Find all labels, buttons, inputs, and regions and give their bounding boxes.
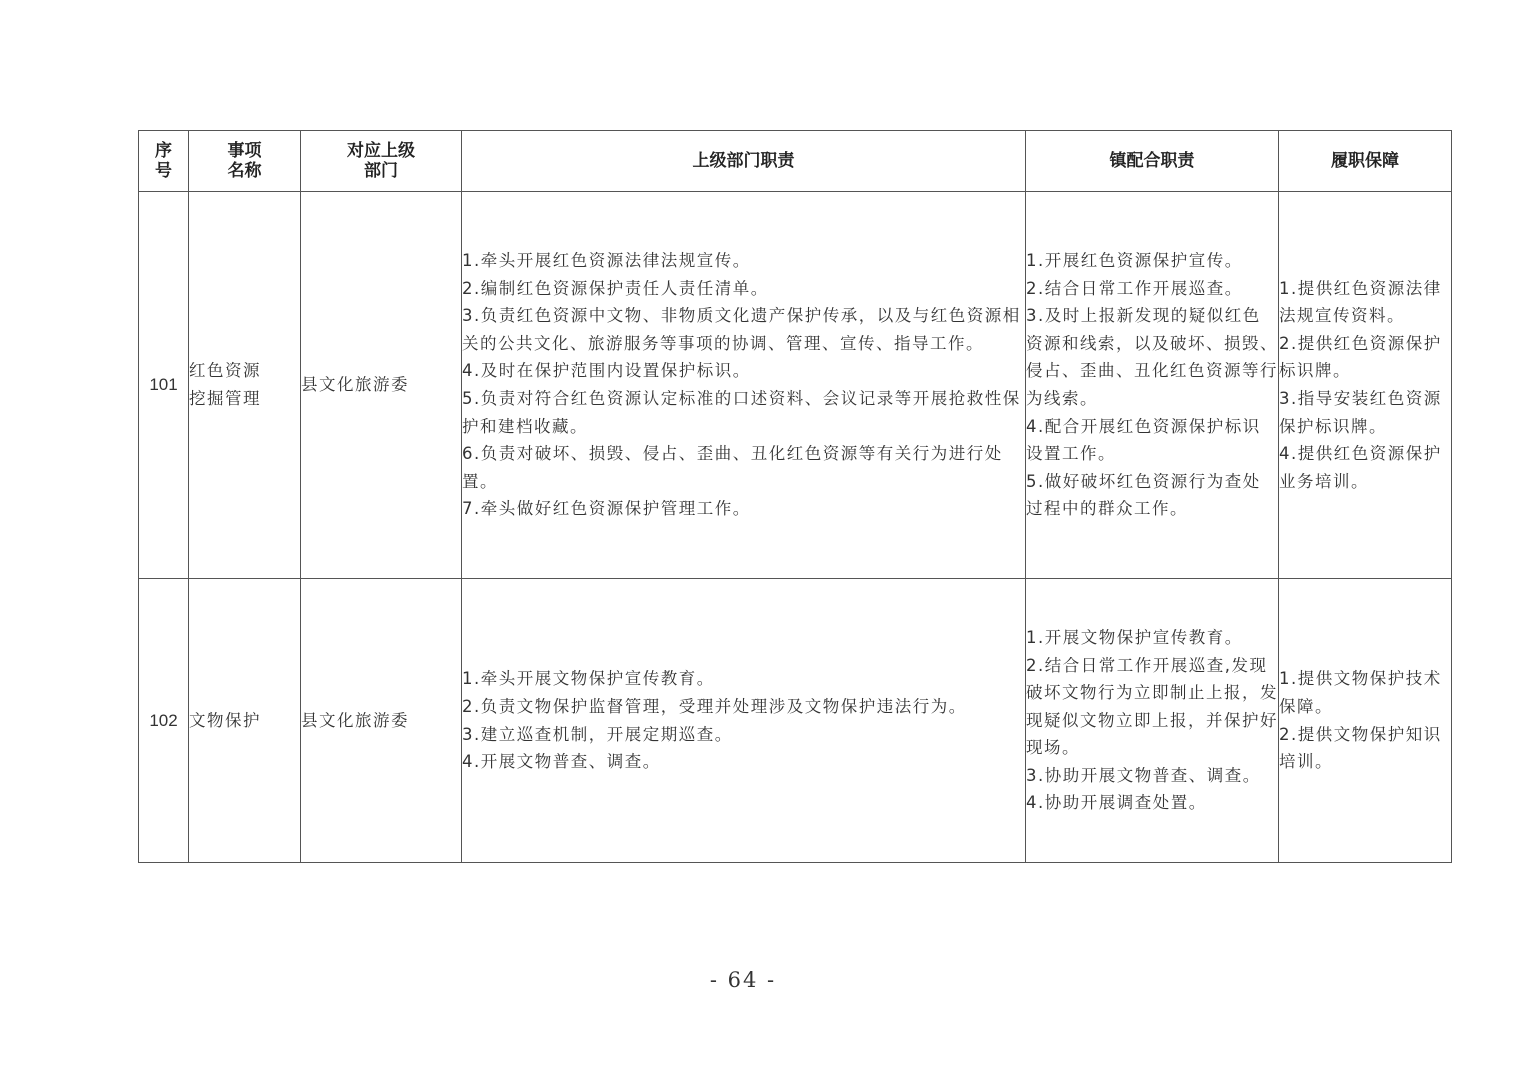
row-department: 县文化旅游委	[301, 579, 462, 863]
duty-item: 5.负责对符合红色资源认定标准的口述资料、会议记录等开展抢救性保护和建档收藏。	[462, 389, 1021, 436]
duty-item: 7.牵头做好红色资源保护管理工作。	[462, 499, 751, 519]
header-item-name	[189, 131, 301, 192]
town-duty-item: 4.协助开展调查处置。	[1026, 793, 1207, 813]
page-number: - 64 -	[709, 968, 777, 992]
town-duty-item: 3.及时上报新发现的疑似红色资源和线索，以及破坏、损毁、侵占、歪曲、丑化红色资源等行为线索。	[1026, 306, 1278, 408]
duty-item: 4.及时在保护范围内设置保护标识。	[462, 361, 751, 381]
town-duty-item: 5.做好破坏红色资源行为查处过程中的群众工作。	[1026, 471, 1261, 519]
town-duty-item: 1.开展红色资源保护宣传。	[1026, 251, 1243, 271]
duty-item: 3.建立巡查机制，开展定期巡查。	[462, 724, 733, 744]
row-town-duties	[1026, 192, 1279, 579]
duty-item: 4.开展文物普查、调查。	[462, 752, 661, 772]
header-superior-department-line: 部门	[364, 161, 398, 180]
header-guarantee: 履职保障	[1279, 131, 1452, 192]
row-guarantee	[1279, 192, 1452, 579]
header-index	[139, 131, 189, 192]
item-name-line: 挖掘管理	[189, 389, 261, 408]
guarantee-item: 2.提供红色资源保护标识牌。	[1279, 333, 1442, 381]
duty-item: 6.负责对破坏、损毁、侵占、歪曲、丑化红色资源等有关行为进行处置。	[462, 444, 1003, 491]
town-duty-item: 2.结合日常工作开展巡查,发现破坏文物行为立即制止上报，发现疑似文物立即上报，并保护好现场。	[1026, 655, 1278, 758]
duty-item: 3.负责红色资源中文物、非物质文化遗产保护传承，以及与红色资源相关的公共文化、旅游服务等事项的协调、管理、宣传、指导工作。	[462, 306, 1021, 353]
header-town-duties: 镇配合职责	[1026, 131, 1279, 192]
header-superior-department	[301, 131, 462, 192]
town-duty-item: 1.开展文物保护宣传教育。	[1026, 627, 1243, 647]
row-index: 101	[139, 192, 189, 579]
table-row	[139, 192, 1452, 579]
duty-item: 2.编制红色资源保护责任人责任清单。	[462, 278, 769, 298]
row-superior-duties	[462, 192, 1026, 579]
duty-table	[138, 130, 1452, 863]
table-header	[139, 131, 1452, 192]
town-duty-item: 4.配合开展红色资源保护标识设置工作。	[1026, 416, 1261, 464]
header-index-line: 序	[155, 141, 172, 160]
guarantee-item: 2.提供文物保护知识培训。	[1279, 724, 1442, 772]
table-row	[139, 579, 1452, 863]
row-superior-duties	[462, 579, 1026, 863]
header-superior-department-line: 对应上级	[347, 141, 415, 160]
guarantee-item: 1.提供红色资源法律法规宣传资料。	[1279, 278, 1442, 326]
town-duty-item: 3.协助开展文物普查、调查。	[1026, 765, 1261, 785]
table-body	[139, 192, 1452, 863]
duty-item: 1.牵头开展文物保护宣传教育。	[462, 669, 715, 689]
item-name-line: 文物保护	[189, 710, 261, 730]
row-item-name	[189, 192, 301, 579]
header-index-line: 号	[155, 161, 172, 180]
guarantee-item: 4.提供红色资源保护业务培训。	[1279, 444, 1442, 491]
header-row	[139, 131, 1452, 192]
header-item-name-line: 事项	[227, 141, 262, 160]
row-town-duties	[1026, 579, 1279, 863]
guarantee-item: 3.指导安装红色资源保护标识牌。	[1279, 389, 1442, 436]
duty-item: 1.牵头开展红色资源法律法规宣传。	[462, 251, 751, 271]
header-superior-duties: 上级部门职责	[462, 131, 1026, 192]
row-item-name	[189, 579, 301, 863]
item-name-line: 红色资源	[189, 361, 261, 381]
town-duty-item: 2.结合日常工作开展巡查。	[1026, 278, 1243, 298]
row-index: 102	[139, 579, 189, 863]
row-guarantee	[1279, 579, 1452, 863]
row-department: 县文化旅游委	[301, 192, 462, 579]
header-item-name-line: 名称	[227, 161, 262, 180]
duty-item: 2.负责文物保护监督管理，受理并处理涉及文物保护违法行为。	[462, 696, 967, 716]
guarantee-item: 1.提供文物保护技术保障。	[1279, 669, 1442, 716]
